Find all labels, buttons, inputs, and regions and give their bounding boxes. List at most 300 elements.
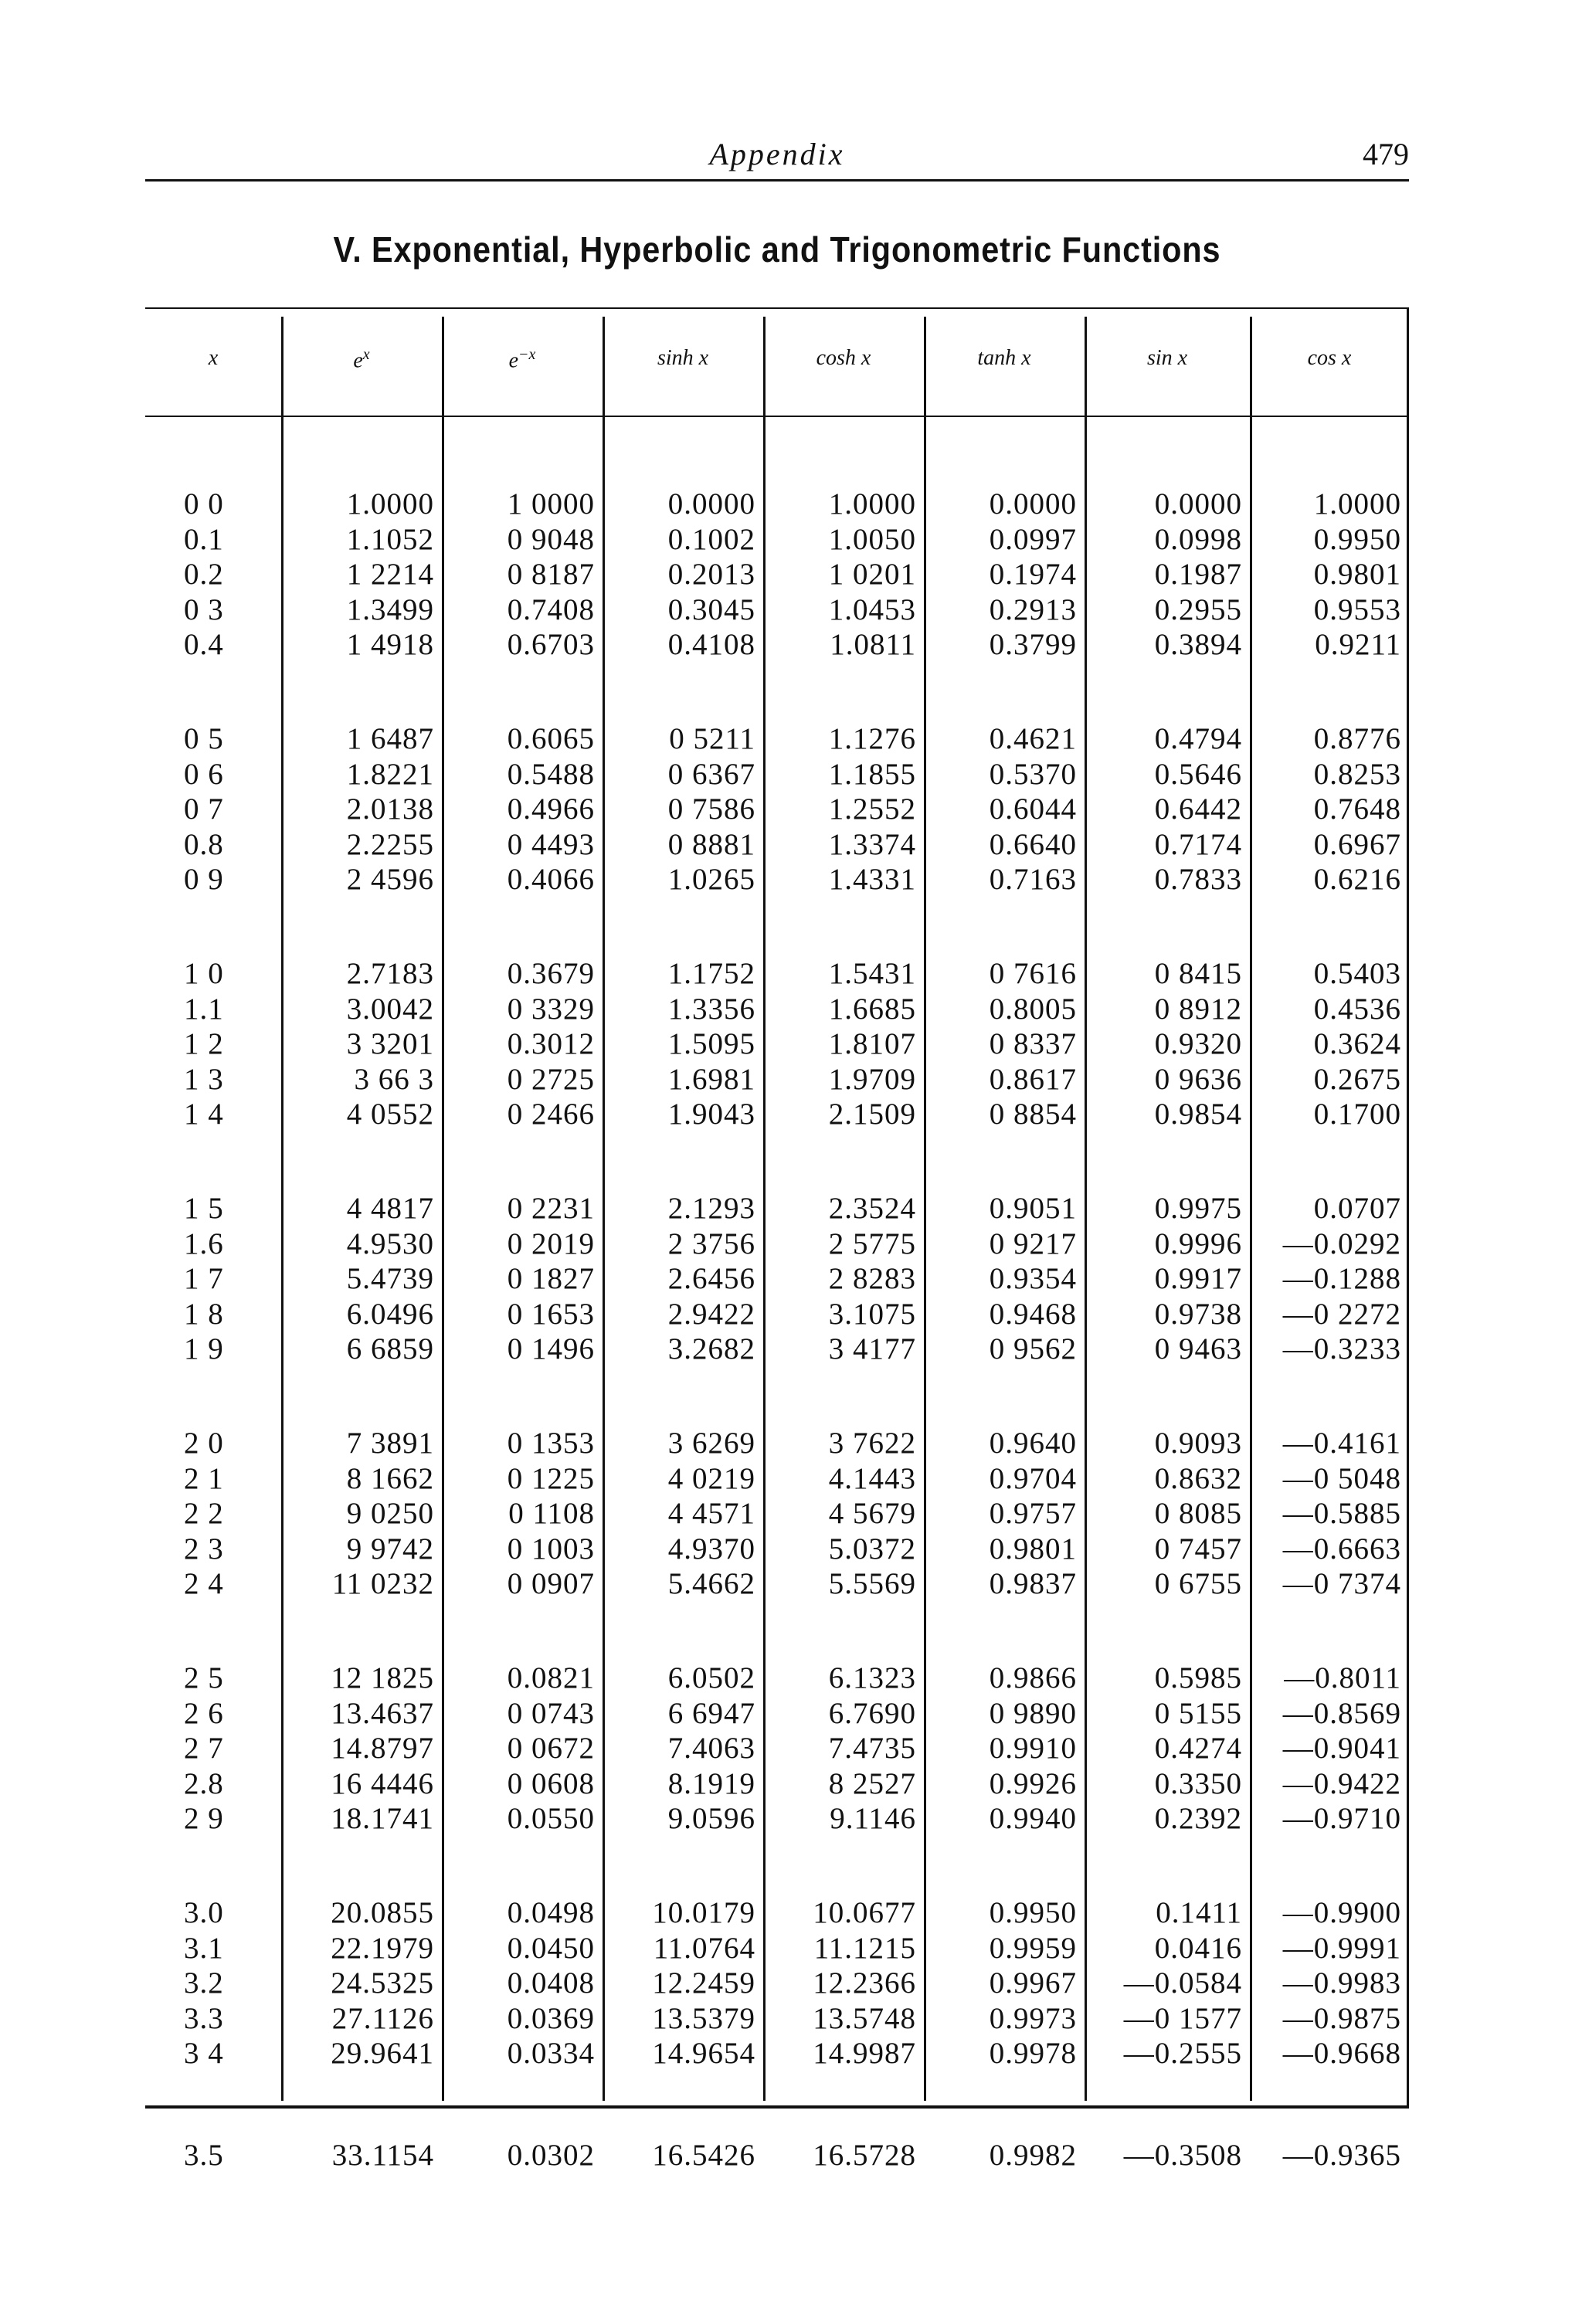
table-cell-col-cosh: 3 4177 <box>828 1332 916 1366</box>
table-cell-col-sin: 0.9996 <box>1154 1226 1242 1260</box>
table-cell-col-sin: —0 1577 <box>1123 2001 1242 2035</box>
table-row <box>145 1566 1409 1601</box>
table-cell-col-sin: —0.2555 <box>1123 2037 1242 2070</box>
table-cell-col-exp-neg: 0.0498 <box>507 1896 595 1929</box>
table-cell-col-tanh: 0 9890 <box>989 1696 1077 1730</box>
table-cell-col-tanh: 0.7163 <box>989 863 1077 896</box>
table-cell-col-tanh: 0.9640 <box>989 1427 1077 1460</box>
table-cell-col-sin: 0.9320 <box>1154 1027 1242 1060</box>
table-cell-col-exp: 2.7183 <box>346 957 434 990</box>
table-cell-col-x: 2 1 <box>184 1461 224 1495</box>
table-row <box>145 487 1409 521</box>
table-cell-col-cos: —0.9991 <box>1282 1931 1401 1965</box>
table-cell-col-exp: 8 1662 <box>346 1461 434 1495</box>
table-row <box>145 1532 1409 1566</box>
table-cell-col-exp-neg: 1 0000 <box>507 487 595 521</box>
table-cell-col-cosh: 13.5748 <box>813 2001 916 2035</box>
table-cell-col-sinh: 0 6367 <box>667 757 755 791</box>
table-cell-col-sin: 0 8085 <box>1154 1497 1242 1530</box>
table-cell-col-tanh: 0.9910 <box>989 1732 1077 1765</box>
table-cell-col-sin: 0.7833 <box>1154 863 1242 896</box>
table-cell-col-sinh: 1.1752 <box>667 957 755 990</box>
table-cell-col-sin: 0.9093 <box>1154 1427 1242 1460</box>
table-row <box>145 1766 1409 1801</box>
table-cell-col-sinh: 14.9654 <box>652 2037 755 2070</box>
table-cell-col-cosh: 1.6685 <box>828 992 916 1026</box>
table-cell-col-tanh: 0 7616 <box>989 957 1077 990</box>
table-cell-col-cos: 0.9801 <box>1313 558 1401 591</box>
table-cell-col-cosh: 10.0677 <box>813 1896 916 1929</box>
table-cell-col-sinh: 3 6269 <box>667 1427 755 1460</box>
table-cell-col-cos: —0.4161 <box>1282 1427 1401 1460</box>
table-cell-col-sinh: 0 8881 <box>667 827 755 861</box>
table-cell-col-exp: 5.4739 <box>346 1262 434 1295</box>
table-cell-col-exp-neg: 0.4966 <box>507 792 595 826</box>
table-cell-col-cos: —0 2272 <box>1282 1297 1401 1331</box>
table-cell-col-cosh: 1.0000 <box>828 487 916 521</box>
table-cell-col-tanh: 0.6044 <box>989 792 1077 826</box>
table-cell-col-cos: —0.3233 <box>1282 1332 1401 1366</box>
table-cell-col-x: 2 3 <box>184 1532 224 1566</box>
table-cell-col-exp-neg: 0.3679 <box>507 957 595 990</box>
table-row <box>145 992 1409 1026</box>
table-cell-col-sinh: 4 4571 <box>667 1497 755 1530</box>
table-cell-col-sin: 0.1987 <box>1154 558 1242 591</box>
table-cell-col-sin: 0.9854 <box>1154 1098 1242 1131</box>
table-cell-col-tanh: 0.9837 <box>989 1567 1077 1600</box>
table-cell-col-sinh: 0.2013 <box>667 558 755 591</box>
table-cell-col-exp: 20.0855 <box>331 1896 434 1929</box>
table-row <box>145 1696 1409 1731</box>
table-cell-col-cos: 0.6216 <box>1313 863 1401 896</box>
column-header-label: x <box>208 346 219 370</box>
table-cell-col-tanh: 0.2913 <box>989 592 1077 626</box>
table-cell-col-sin: 0 7457 <box>1154 1532 1242 1566</box>
table-cell-col-sinh: 3.2682 <box>667 1332 755 1366</box>
table-cell-col-cos: —0.6663 <box>1282 1532 1401 1566</box>
column-header-label: tanh x <box>977 346 1031 370</box>
table-cell-col-cos: —0.9365 <box>1282 2139 1401 2172</box>
table-cell-col-cosh: 1.3374 <box>828 827 916 861</box>
table-cell-col-exp: 29.9641 <box>331 2037 434 2070</box>
table-cell-col-exp-neg: 0 1108 <box>508 1497 595 1530</box>
column-header-col-sinh <box>603 346 763 371</box>
table-cell-col-exp-neg: 0 1496 <box>507 1332 595 1366</box>
table-cell-col-tanh: 0.9051 <box>989 1192 1077 1225</box>
table-cell-col-cos: —0.9983 <box>1282 1966 1401 2000</box>
table-cell-col-exp: 4.9530 <box>346 1226 434 1260</box>
table-cell-col-sinh: 1.3356 <box>667 992 755 1026</box>
table-cell-col-cos: 0.9553 <box>1313 592 1401 626</box>
table-cell-col-cosh: 1.0811 <box>830 628 916 661</box>
table-cell-col-x: 2 4 <box>184 1567 224 1600</box>
table-cell-col-sinh: 13.5379 <box>652 2001 755 2035</box>
column-header-exponent: x <box>362 346 370 363</box>
table-cell-col-cosh: 4.1443 <box>828 1461 916 1495</box>
column-header-col-tanh <box>924 346 1085 371</box>
table-cell-col-sin: 0.9975 <box>1154 1192 1242 1225</box>
table-cell-col-cos: —0.9422 <box>1282 1766 1401 1800</box>
table-cell-col-x: 1 3 <box>184 1062 224 1096</box>
table-cell-col-x: 2 9 <box>184 1802 224 1835</box>
table-cell-col-exp-neg: 0 0608 <box>507 1766 595 1800</box>
table-cell-col-cos: —0.1288 <box>1282 1262 1401 1295</box>
table-cell-col-x: 0.4 <box>184 628 224 661</box>
table-cell-col-tanh: 0.0997 <box>989 522 1077 556</box>
table-cell-col-x: 1 7 <box>184 1262 224 1295</box>
column-header-label: e <box>353 348 363 373</box>
column-header-label: cos x <box>1307 346 1352 370</box>
table-cell-col-sinh: 0.4108 <box>667 628 755 661</box>
table-row <box>145 1261 1409 1296</box>
table-cell-col-exp: 9 0250 <box>346 1497 434 1530</box>
table-cell-col-tanh: 0.8005 <box>989 992 1077 1026</box>
table-row <box>145 1731 1409 1766</box>
table-cell-col-exp: 14.8797 <box>331 1732 434 1765</box>
table-cell-col-exp: 27.1126 <box>331 2001 434 2035</box>
table-row <box>145 1297 1409 1332</box>
table-cell-col-sinh: 1.9043 <box>667 1098 755 1131</box>
table-cell-col-cosh: 1 0201 <box>828 558 916 591</box>
table-cell-col-x: 0 3 <box>184 592 224 626</box>
column-header-col-x <box>145 346 281 371</box>
table-cell-col-x: 1 2 <box>184 1027 224 1060</box>
table-cell-col-tanh: 0.9967 <box>989 1966 1077 2000</box>
table-cell-col-tanh: 0.9704 <box>989 1461 1077 1495</box>
table-cell-col-x: 1 0 <box>184 957 224 990</box>
column-rule <box>442 317 444 2101</box>
table-cell-col-tanh: 0.9940 <box>989 1802 1077 1835</box>
table-cell-col-cosh: 8 2527 <box>828 1766 916 1800</box>
column-header-label: e <box>508 348 519 373</box>
table-cell-col-exp-neg: 0.0334 <box>507 2037 595 2070</box>
table-cell-col-exp-neg: 0 2725 <box>507 1062 595 1096</box>
table-cell-col-cosh: 4 5679 <box>828 1497 916 1530</box>
table-cell-col-sinh: 0 5211 <box>669 722 755 755</box>
table-cell-col-x: 3.1 <box>184 1931 224 1965</box>
table-cell-col-exp: 1 6487 <box>346 722 434 755</box>
table-cell-col-x: 0 9 <box>184 863 224 896</box>
table-cell-col-exp-neg: 0.7408 <box>507 592 595 626</box>
table-cell-col-exp-neg: 0.0550 <box>507 1802 595 1835</box>
table-cell-col-sinh: 4.9370 <box>667 1532 755 1566</box>
table-cell-col-sinh: 7.4063 <box>667 1732 755 1765</box>
table-cell-col-exp-neg: 0.0821 <box>507 1661 595 1695</box>
table-cell-col-sin: 0 9463 <box>1154 1332 1242 1366</box>
table-cell-col-x: 3.0 <box>184 1896 224 1929</box>
column-rule <box>603 317 605 2101</box>
table-cell-col-x: 1.6 <box>184 1226 224 1260</box>
table-row <box>145 1966 1409 2000</box>
column-header-row <box>145 329 1409 399</box>
table-row <box>145 1097 1409 1131</box>
table-cell-col-x: 1 4 <box>184 1098 224 1131</box>
table-row <box>145 956 1409 991</box>
table-row <box>145 1801 1409 1836</box>
table-row <box>145 2138 1409 2173</box>
table-cell-col-exp: 3 66 3 <box>354 1062 434 1096</box>
table-cell-col-sinh: 9.0596 <box>667 1802 755 1835</box>
table-cell-col-sinh: 6.0502 <box>667 1661 755 1695</box>
table-cell-col-sin: 0.9738 <box>1154 1297 1242 1331</box>
table-cell-col-exp: 18.1741 <box>331 1802 434 1835</box>
table-cell-col-cos: —0.8569 <box>1282 1696 1401 1730</box>
column-header-label: sinh x <box>657 346 709 370</box>
table-row <box>145 792 1409 826</box>
table-cell-col-exp-neg: 0 8187 <box>507 558 595 591</box>
table-cell-col-cos: 0.2675 <box>1313 1062 1401 1096</box>
table-cell-col-exp: 6.0496 <box>346 1297 434 1331</box>
table-cell-col-cosh: 1.2552 <box>828 792 916 826</box>
table-title: V. Exponential, Hyperbolic and Trigonometric Functions <box>333 229 1221 270</box>
table-cell-col-exp: 11 0232 <box>331 1567 434 1600</box>
table-cell-col-x: 1 5 <box>184 1192 224 1225</box>
table-row <box>145 1332 1409 1366</box>
table-cell-col-cosh: 16.5728 <box>813 2139 916 2172</box>
table-cell-col-sin: 0.4794 <box>1154 722 1242 755</box>
table-row <box>145 757 1409 792</box>
table-row <box>145 592 1409 627</box>
table-cell-col-sin: 0.5985 <box>1154 1661 1242 1695</box>
table-cell-col-x: 2 6 <box>184 1696 224 1730</box>
table-cell-col-x: 1 9 <box>184 1332 224 1366</box>
table-cell-col-x: 3.5 <box>184 2139 224 2172</box>
table-cell-col-cosh: 6.1323 <box>828 1661 916 1695</box>
table-cell-col-sinh: 11.0764 <box>653 1931 755 1965</box>
table-cell-col-exp: 1.8221 <box>346 757 434 791</box>
table-cell-col-cosh: 5.0372 <box>828 1532 916 1566</box>
table-cell-col-cosh: 6.7690 <box>828 1696 916 1730</box>
running-head <box>145 130 1409 179</box>
table-cell-col-sinh: 6 6947 <box>667 1696 755 1730</box>
table-cell-col-x: 2 7 <box>184 1732 224 1765</box>
table-cell-col-sin: 0.0416 <box>1154 1931 1242 1965</box>
table-cell-col-exp: 1.1052 <box>346 522 434 556</box>
table-cell-col-exp-neg: 0.0450 <box>507 1931 595 1965</box>
table-cell-col-sin: 0.2392 <box>1154 1802 1242 1835</box>
running-title: Appendix <box>709 137 845 171</box>
table-cell-col-sinh: 2.1293 <box>667 1192 755 1225</box>
table-cell-col-exp: 4 4817 <box>346 1192 434 1225</box>
column-header-col-exp-neg <box>442 346 603 373</box>
table-cell-col-cos: 0.4536 <box>1313 992 1401 1026</box>
table-cell-col-tanh: 0.5370 <box>989 757 1077 791</box>
table-cell-col-exp-neg: 0 1827 <box>507 1262 595 1295</box>
table-cell-col-sin: —0.3508 <box>1123 2139 1242 2172</box>
table-cell-col-x: 2 2 <box>184 1497 224 1530</box>
table-cell-col-sinh: 0.0000 <box>667 487 755 521</box>
table-cell-col-exp-neg: 0.6703 <box>507 628 595 661</box>
table-cell-col-cosh: 2 5775 <box>828 1226 916 1260</box>
table-cell-col-cos: —0 7374 <box>1282 1567 1401 1600</box>
table-cell-col-exp: 13.4637 <box>331 1696 434 1730</box>
table-cell-col-exp-neg: 0.0408 <box>507 1966 595 2000</box>
table-cell-col-cos: 0.3624 <box>1313 1027 1401 1060</box>
column-rule <box>924 317 926 2101</box>
table-cell-col-tanh: 0 8854 <box>989 1098 1077 1131</box>
table-row <box>145 1426 1409 1461</box>
table-cell-col-exp-neg: 0.5488 <box>507 757 595 791</box>
table-cell-col-exp-neg: 0 0672 <box>507 1732 595 1765</box>
table-cell-col-exp-neg: 0.3012 <box>507 1027 595 1060</box>
table-cell-col-cosh: 1.8107 <box>828 1027 916 1060</box>
table-cell-col-sin: 0.1411 <box>1156 1896 1242 1929</box>
table-row <box>145 2036 1409 2071</box>
table-cell-col-cos: —0.8011 <box>1284 1661 1401 1695</box>
column-header-exponent: −x <box>518 346 536 363</box>
table-row <box>145 1062 1409 1097</box>
table-cell-col-tanh: 0 8337 <box>989 1027 1077 1060</box>
table-cell-col-x: 0 6 <box>184 757 224 791</box>
table-cell-col-x: 3.3 <box>184 2001 224 2035</box>
table-cell-col-tanh: 0.8617 <box>989 1062 1077 1096</box>
table-cell-col-exp-neg: 0 2466 <box>507 1098 595 1131</box>
table-cell-col-sinh: 0 7586 <box>667 792 755 826</box>
table-cell-col-sinh: 0.1002 <box>667 522 755 556</box>
table-cell-col-sin: 0 9636 <box>1154 1062 1242 1096</box>
table-row <box>145 1026 1409 1061</box>
table-cell-col-x: 0.8 <box>184 827 224 861</box>
table-cell-col-cosh: 12.2366 <box>813 1966 916 2000</box>
table-cell-col-exp-neg: 0 3329 <box>507 992 595 1026</box>
table-cell-col-exp: 3.0042 <box>346 992 434 1026</box>
table-cell-col-tanh: 0 9562 <box>989 1332 1077 1366</box>
table-cell-col-cosh: 3.1075 <box>828 1297 916 1331</box>
column-header-label: cosh x <box>816 346 871 370</box>
table-cell-col-sinh: 5.4662 <box>667 1567 755 1600</box>
table-cell-col-x: 0 5 <box>184 722 224 755</box>
table-cell-col-cosh: 1.0050 <box>828 522 916 556</box>
table-cell-col-x: 0.2 <box>184 558 224 591</box>
table-cell-col-exp: 33.1154 <box>331 2139 434 2172</box>
table-cell-col-tanh: 0.9982 <box>989 2139 1077 2172</box>
column-header-rule <box>145 416 1409 417</box>
table-cell-col-sin: 0 5155 <box>1154 1696 1242 1730</box>
column-header-col-sin <box>1085 346 1250 371</box>
table-row <box>145 827 1409 862</box>
table-cell-col-exp: 1 2214 <box>346 558 434 591</box>
table-cell-col-cosh: 3 7622 <box>828 1427 916 1460</box>
table-cell-col-tanh: 0.9801 <box>989 1532 1077 1566</box>
table-cell-col-tanh: 0.9468 <box>989 1297 1077 1331</box>
table-cell-col-cos: —0.9041 <box>1282 1732 1401 1765</box>
table-cell-col-tanh: 0.9959 <box>989 1931 1077 1965</box>
table-cell-col-x: 1.1 <box>184 992 224 1026</box>
table-cell-col-exp: 4 0552 <box>346 1098 434 1131</box>
table-cell-col-cos: —0.5885 <box>1282 1497 1401 1530</box>
table-cell-col-sinh: 0.3045 <box>667 592 755 626</box>
table-cell-col-exp-neg: 0 2231 <box>507 1192 595 1225</box>
table-cell-col-cosh: 1.4331 <box>828 863 916 896</box>
table-cell-col-cos: 0.8253 <box>1313 757 1401 791</box>
table-cell-col-cosh: 2 8283 <box>828 1262 916 1295</box>
column-header-col-exp <box>281 346 442 373</box>
table-cell-col-exp-neg: 0 0743 <box>507 1696 595 1730</box>
table-row <box>145 862 1409 897</box>
header-divider <box>145 179 1409 182</box>
table-row <box>145 1226 1409 1261</box>
table-cell-col-sinh: 2.6456 <box>667 1262 755 1295</box>
table-cell-col-exp-neg: 0 1653 <box>507 1297 595 1331</box>
table-cell-col-sin: 0.8632 <box>1154 1461 1242 1495</box>
table-cell-col-sin: 0.3894 <box>1154 628 1242 661</box>
table-row <box>145 1461 1409 1496</box>
table-cell-col-cosh: 1.1276 <box>828 722 916 755</box>
table-cell-col-tanh: 0.9757 <box>989 1497 1077 1530</box>
table-row <box>145 721 1409 756</box>
table-cell-col-sin: 0.6442 <box>1154 792 1242 826</box>
table-cell-col-exp: 3 3201 <box>346 1027 434 1060</box>
table-cell-col-cos: 0.9211 <box>1315 628 1401 661</box>
table-cell-col-exp-neg: 0 1225 <box>507 1461 595 1495</box>
table-cell-col-x: 2 5 <box>184 1661 224 1695</box>
table-cell-col-cosh: 1.1855 <box>828 757 916 791</box>
table-cell-col-tanh: 0.6640 <box>989 827 1077 861</box>
column-rule <box>1085 317 1087 2101</box>
table-cell-col-sin: 0 6755 <box>1154 1567 1242 1600</box>
table-cell-col-sinh: 16.5426 <box>652 2139 755 2172</box>
table-cell-col-x: 0.1 <box>184 522 224 556</box>
table-row <box>145 627 1409 662</box>
table-cell-col-cosh: 9.1146 <box>830 1802 916 1835</box>
table-cell-col-tanh: 0.9978 <box>989 2037 1077 2070</box>
table-cell-col-x: 3.2 <box>184 1966 224 2000</box>
table-cell-col-sinh: 1.6981 <box>667 1062 755 1096</box>
table-cell-col-x: 0 7 <box>184 792 224 826</box>
table-row <box>145 557 1409 592</box>
column-header-col-cosh <box>763 346 924 371</box>
table-cell-col-exp: 6 6859 <box>346 1332 434 1366</box>
table-cell-col-x: 0 0 <box>184 487 224 521</box>
table-cell-col-sinh: 8.1919 <box>667 1766 755 1800</box>
column-header-col-cos <box>1250 346 1409 371</box>
table-cell-col-cos: 0.0707 <box>1313 1192 1401 1225</box>
table-cell-col-exp-neg: 0.6065 <box>507 722 595 755</box>
table-cell-col-exp: 1.0000 <box>346 487 434 521</box>
table-cell-col-cos: —0.9900 <box>1282 1896 1401 1929</box>
column-rule <box>1250 317 1252 2101</box>
table-cell-col-exp-neg: 0 2019 <box>507 1226 595 1260</box>
table-cell-col-cos: 0.9950 <box>1313 522 1401 556</box>
table-cell-col-cos: —0.9668 <box>1282 2037 1401 2070</box>
table-cell-col-tanh: 0.4621 <box>989 722 1077 755</box>
table-row <box>145 1895 1409 1930</box>
column-header-label: sin x <box>1146 346 1188 370</box>
page-number: 479 <box>1363 137 1409 171</box>
table-cell-col-sin: 0 8912 <box>1154 992 1242 1026</box>
column-rule <box>281 317 283 2101</box>
table-cell-col-exp: 2.0138 <box>346 792 434 826</box>
table-cell-col-sinh: 1.0265 <box>667 863 755 896</box>
table-cell-col-cosh: 1.0453 <box>828 592 916 626</box>
table-cell-col-sin: 0.5646 <box>1154 757 1242 791</box>
table-cell-col-sin: 0.0000 <box>1154 487 1242 521</box>
table-cell-col-x: 1 8 <box>184 1297 224 1331</box>
table-cell-col-tanh: 0.3799 <box>989 628 1077 661</box>
table-cell-col-exp: 1 4918 <box>346 628 434 661</box>
table-cell-col-cosh: 11.1215 <box>813 1931 916 1965</box>
table-cell-col-sinh: 2.9422 <box>667 1297 755 1331</box>
table-cell-col-exp-neg: 0.0369 <box>507 2001 595 2035</box>
table-cell-col-cosh: 2.1509 <box>828 1098 916 1131</box>
table-cell-col-exp-neg: 0.0302 <box>507 2139 595 2172</box>
table-cell-col-cosh: 1.5431 <box>828 957 916 990</box>
table-cell-col-tanh: 0.9950 <box>989 1896 1077 1929</box>
table-cell-col-exp-neg: 0 0907 <box>507 1567 595 1600</box>
table-row <box>145 1496 1409 1531</box>
table-cell-col-exp: 22.1979 <box>331 1931 434 1965</box>
table-cell-col-cos: —0.9875 <box>1282 2001 1401 2035</box>
